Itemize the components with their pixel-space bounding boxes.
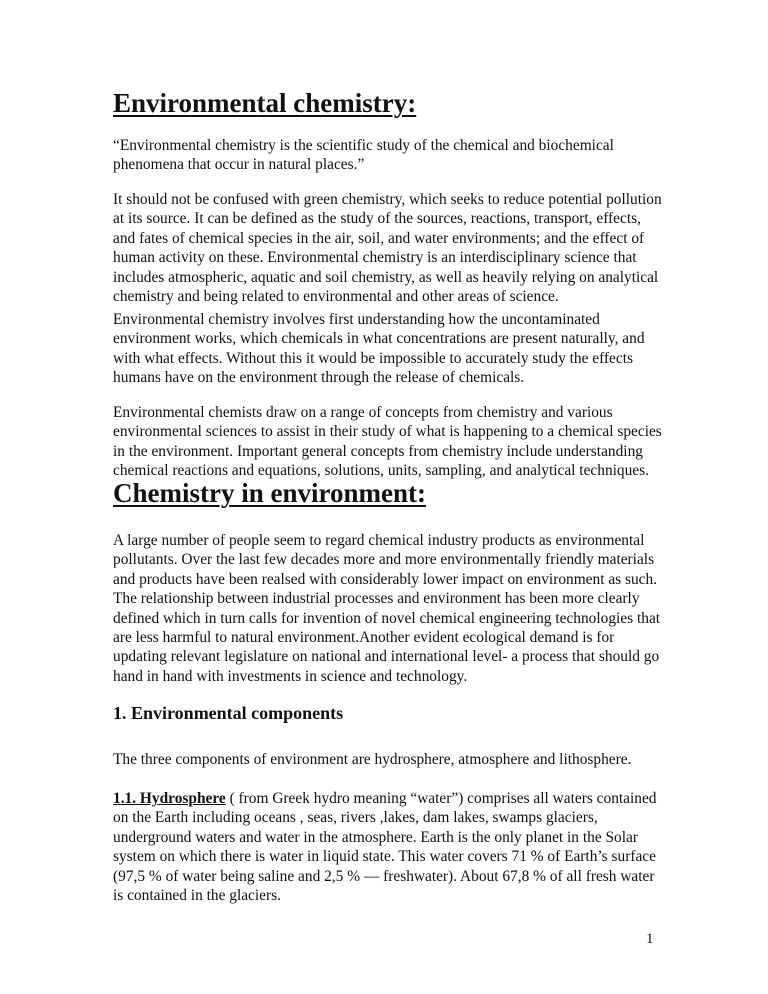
text-line: is contained in the glaciers.: [113, 887, 281, 905]
text-line: updating relevant legislature on national and international level- a process that should go: [113, 648, 660, 666]
text-line: Environmental chemistry involves first understanding how the uncontaminated: [113, 311, 600, 328]
text-line: and fates of chemical species in the air, soil, and water environments; and the effect of: [113, 229, 645, 247]
text-line: pollutants. Over the last few decades more and more environmentally friendly materials: [113, 551, 655, 569]
text-line: Environmental chemists draw on a range of concepts from chemistry and various: [113, 404, 613, 421]
text-line: on the Earth including oceans , seas, rivers ,lakes, dam lakes, swamps glaciers,: [113, 809, 598, 827]
text-line: at its source. It can be defined as the study of the sources, reactions, transport, effects,: [113, 210, 641, 228]
text-line: are less harmful to natural environment.Another evident ecological demand is for: [113, 629, 615, 647]
text-line: It should not be confused with green chemistry, which seeks to reduce potential pollution: [113, 191, 662, 208]
text-line: chemistry and being related to environmental and other areas of science.: [113, 288, 559, 306]
heading-environmental-chemistry: Environmental chemistry:: [113, 88, 417, 118]
page-number: 1: [646, 931, 654, 947]
hydrosphere-rest: [113, 808, 673, 905]
text-line: humans have on the environment through the release of chemicals.: [113, 369, 525, 387]
text-line: The relationship between industrial processes and environment has been more clearly: [113, 590, 640, 608]
definition-quote: [113, 136, 673, 175]
paragraph-industry: [113, 531, 673, 686]
hydrosphere-label: 1.1. Hydrosphere: [113, 790, 226, 807]
text-line: “Environmental chemistry is the scientific study of the chemical and biochemical: [113, 137, 614, 154]
paragraph-components: The three components of environment are hydrosphere, atmosphere and lithosphere.: [113, 751, 632, 768]
text-line: defined which in turn calls for invention of novel chemical engineering technologies that: [113, 609, 661, 627]
paragraph-understanding: [113, 310, 673, 388]
text-line: environment works, which chemicals in what concentrations are present naturally, and: [113, 330, 645, 348]
text-line: underground waters and water in the atmosphere. Earth is the only planet in the Solar: [113, 828, 638, 846]
text-line: (97,5 % of water being saline and 2,5 % — freshwater). About 67,8 % of all fresh water: [113, 867, 655, 885]
hydrosphere-first-line: ( from Greek hydro meaning “water”) comprises all waters contained: [225, 790, 657, 807]
paragraph-green-chemistry: [113, 190, 673, 306]
text-line: system on which there is water in liquid state. This water covers 71 % of Earth’s surface: [113, 848, 656, 866]
text-line: human activity on these. Environmental chemistry is an interdisciplinary science that: [113, 249, 637, 267]
paragraph-hydrosphere: [113, 789, 673, 905]
heading-chemistry-in-environment: Chemistry in environment:: [113, 478, 426, 508]
text-line: environmental sciences to assist in their study of what is happening to a chemical species: [113, 423, 662, 441]
text-line: includes atmospheric, aquatic and soil chemistry, as well as heavily relying on analytical: [113, 268, 659, 286]
text-line: hand in hand with investments in science and technology.: [113, 667, 468, 685]
text-line: and products have been realsed with considerably lower impact on environment as such.: [113, 570, 658, 588]
heading-environmental-components: 1. Environmental components: [113, 703, 344, 723]
text-line: chemical reactions and equations, solutions, units, sampling, and analytical techniques.: [113, 462, 649, 480]
text-line: with what effects. Without this it would be impossible to accurately study the effects: [113, 349, 633, 367]
text-line: in the environment. Important general concepts from chemistry include understanding: [113, 442, 643, 460]
text-line: A large number of people seem to regard chemical industry products as environmental: [113, 532, 645, 549]
paragraph-concepts: [113, 403, 673, 481]
text-line: phenomena that occur in natural places.”: [113, 156, 365, 174]
